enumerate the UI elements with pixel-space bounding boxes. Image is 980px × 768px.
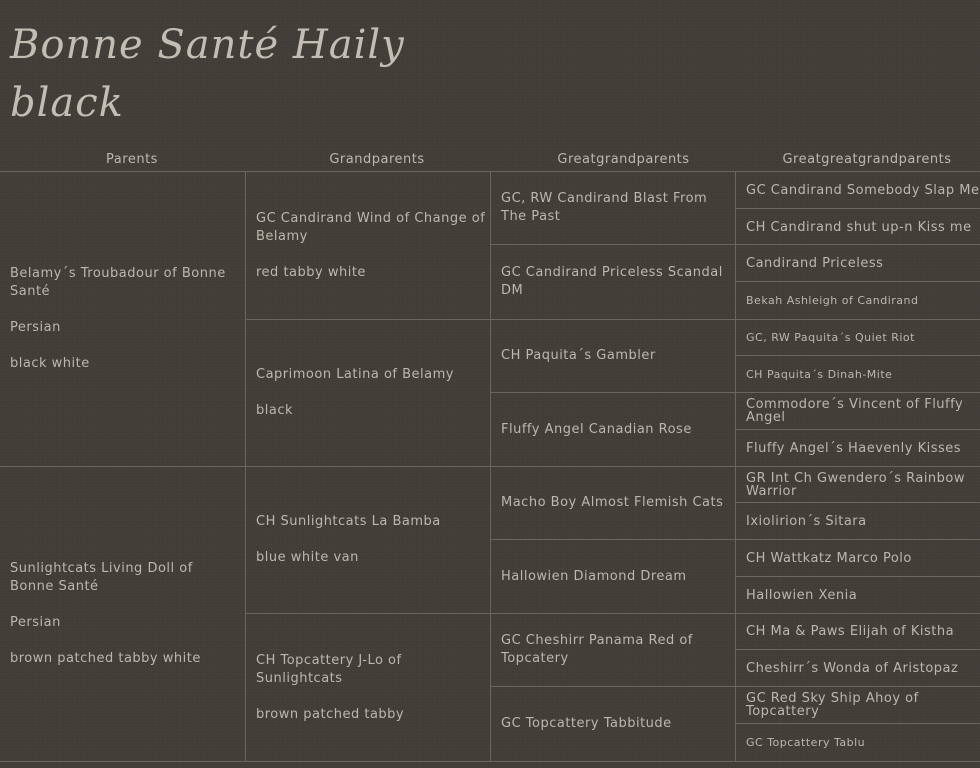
- greatgrandparent-cell: GC, RW Candirand Blast From The Past: [501, 191, 708, 224]
- greatgreatgrandparent-cell: GR Int Ch Gwendero´s Rainbow Warrior: [746, 470, 966, 499]
- greatgreatgrandparent-cell: GC Red Sky Ship Ahoy of Topcattery: [746, 691, 919, 719]
- grandparent-cell: [246, 614, 490, 761]
- cat-color: black white: [10, 356, 90, 371]
- greatgreatgrandparent-cell: Candirand Priceless: [746, 255, 884, 271]
- cat-color: brown patched tabby white: [10, 651, 201, 666]
- grandparent-cell: [246, 172, 490, 319]
- greatgreatgrandparent-cell: Ixiolirion´s Sitara: [746, 513, 867, 529]
- parent-dam: [0, 467, 245, 761]
- greatgreatgrandparent-cell: CH Paquita´s Dinah-Mite: [746, 367, 893, 381]
- greatgrandparent-cell: CH Paquita´s Gambler: [501, 348, 656, 363]
- greatgreatgrandparent-cell: Commodore´s Vincent of Fluffy Angel: [746, 397, 964, 425]
- grandparent-cell: [246, 320, 490, 466]
- cat-breed: Persian: [10, 615, 61, 630]
- grandparent-cell: [246, 467, 490, 613]
- cat-color: blue white van: [256, 550, 359, 565]
- header-parents: Parents: [106, 152, 158, 167]
- cat-name: CH Topcattery J-Lo of Sunlightcats: [256, 652, 402, 686]
- cat-name: Caprimoon Latina of Belamy: [256, 367, 454, 382]
- greatgrandparent-cell: GC Candirand Priceless Scandal DM: [501, 265, 723, 298]
- header-greatgreatgrandparents: Greatgreatgrandparents: [782, 152, 952, 167]
- greatgrandparent-cell: GC Topcattery Tabbitude: [501, 716, 672, 731]
- cat-name: CH Sunlightcats La Bamba: [256, 514, 441, 529]
- greatgreatgrandparent-cell: Hallowien Xenia: [746, 587, 858, 603]
- header-greatgrandparents: Greatgrandparents: [557, 152, 690, 167]
- greatgrandparent-cell: GC Cheshirr Panama Red of Topcatery: [501, 633, 693, 666]
- greatgreatgrandparent-cell: GC Topcattery Tablu: [746, 736, 866, 749]
- cat-color: brown patched tabby: [256, 706, 405, 722]
- cat-color-title: black: [10, 80, 124, 126]
- cat-color: red tabby white: [256, 264, 366, 280]
- greatgreatgrandparent-cell: GC, RW Paquita´s Quiet Riot: [746, 331, 915, 344]
- greatgreatgrandparent-cell: CH Wattkatz Marco Polo: [746, 550, 912, 566]
- greatgreatgrandparent-cell: Bekah Ashleigh of Candirand: [746, 293, 919, 307]
- cat-name: Sunlightcats Living Doll of Bonne Santé: [10, 561, 193, 594]
- greatgrandparent-cell: Fluffy Angel Canadian Rose: [501, 421, 692, 437]
- greatgreatgrandparent-cell: GC Candirand Somebody Slap Me: [746, 182, 980, 198]
- cat-name: GC Candirand Wind of Change of Belamy: [256, 210, 486, 244]
- greatgreatgrandparent-cell: CH Ma & Paws Elijah of Kistha: [746, 624, 955, 639]
- greatgrandparent-cell: Hallowien Diamond Dream: [501, 568, 687, 584]
- parent-sire: [0, 172, 245, 466]
- cat-color: black: [256, 403, 294, 418]
- cat-name: Belamy´s Troubadour of Bonne Santé: [10, 266, 226, 299]
- greatgrandparent-cell: Macho Boy Almost Flemish Cats: [501, 495, 724, 510]
- cat-breed: Persian: [10, 320, 61, 335]
- greatgreatgrandparent-cell: Fluffy Angel´s Haevenly Kisses: [746, 440, 962, 456]
- greatgreatgrandparent-cell: CH Candirand shut up-n Kiss me: [746, 219, 972, 235]
- header-grandparents: Grandparents: [329, 152, 425, 167]
- greatgreatgrandparent-cell: Cheshirr´s Wonda of Aristopaz: [746, 660, 959, 676]
- cat-name-title: Bonne Santé Haily: [10, 22, 405, 68]
